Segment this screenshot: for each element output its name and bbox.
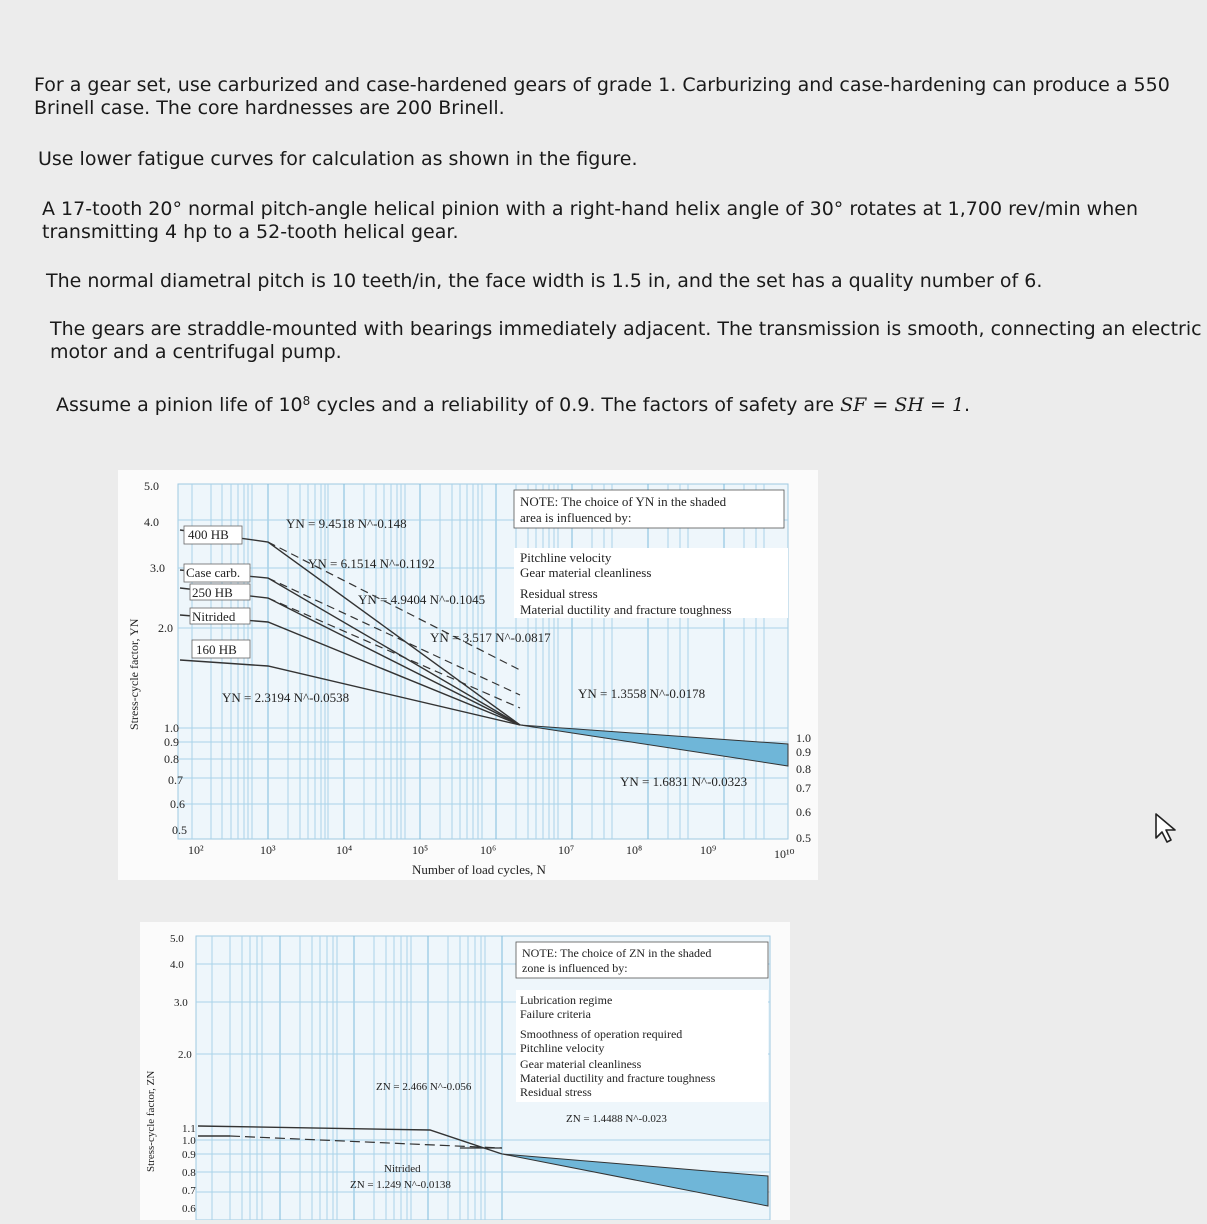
- zn-y-axis-label: Stress-cycle factor, ZN: [145, 1070, 157, 1172]
- zn-y-tick: 2.0: [178, 1049, 192, 1061]
- zn-eq-2: ZN = 1.4488 N^-0.023: [566, 1113, 667, 1125]
- yn-chart-svg: [118, 470, 818, 880]
- label-nitrided: Nitrided: [192, 609, 236, 624]
- yn-note-item: Residual stress: [520, 586, 598, 601]
- problem-paragraph-2: Use lower fatigue curves for calculation as shown in the figure.: [38, 148, 638, 170]
- y-tick-right: 0.6: [796, 805, 811, 819]
- yn-note-item: Gear material cleanliness: [520, 565, 652, 580]
- zn-y-tick: 5.0: [170, 933, 184, 945]
- yn-note-item: Pitchline velocity: [520, 550, 612, 565]
- safety-factor-equation: SF = SH = 1: [840, 394, 965, 416]
- figure-yn-chart: [118, 470, 818, 880]
- y-tick: 1.0: [164, 721, 179, 735]
- zn-y-tick: 1.1: [182, 1123, 196, 1135]
- problem-paragraph-4: The normal diametral pitch is 10 teeth/in, the face width is 1.5 in, and the set has a quality number of 6.: [46, 270, 1043, 292]
- p1-line-2: Brinell case. The core hardnesses are 200 Brinell.: [34, 97, 505, 119]
- zn-y-tick: 3.0: [174, 997, 188, 1009]
- zn-y-tick: 0.7: [182, 1185, 196, 1197]
- p1-line-1: For a gear set, use carburized and case-hardened gears of grade 1. Carburizing and case-hardening can produce a 550: [34, 74, 1170, 96]
- zn-y-tick: 0.8: [182, 1167, 196, 1179]
- p3-line-1: A 17-tooth 20° normal pitch-angle helical pinion with a right-hand helix angle of 30° rotates at 1,700 rev/min when: [42, 198, 1138, 220]
- y-tick-right: 0.8: [796, 762, 811, 776]
- label-160hb: 160 HB: [196, 642, 237, 657]
- zn-y-tick: 0.6: [182, 1203, 196, 1215]
- y-tick-right: 0.7: [796, 781, 811, 795]
- yn-note-title: NOTE: The choice of YN in the shaded: [520, 494, 727, 509]
- yn-eq-1: YN = 9.4518 N^-0.148: [286, 516, 407, 531]
- yn-x-ticks: [188, 843, 795, 861]
- y-tick: 0.9: [164, 735, 179, 749]
- zn-chart-svg: [140, 922, 790, 1220]
- x-tick: 10⁹: [700, 843, 717, 857]
- zn-y-ticks: [170, 933, 196, 1215]
- zn-note-title-2: zone is influenced by:: [522, 961, 628, 975]
- zn-nitrided-label: Nitrided: [384, 1163, 421, 1175]
- y-tick-right: 0.5: [796, 831, 811, 845]
- x-tick: 10⁵: [412, 843, 429, 857]
- y-tick: 2.0: [158, 621, 173, 635]
- problem-paragraph-1: [34, 74, 1170, 120]
- yn-eq-2: YN = 6.1514 N^-0.1192: [308, 556, 435, 571]
- y-tick: 0.6: [170, 797, 185, 811]
- p5-line-2: motor and a centrifugal pump.: [50, 341, 342, 363]
- x-tick: 10⁶: [480, 843, 497, 857]
- zn-note-item: Pitchline velocity: [520, 1041, 605, 1055]
- zn-y-tick: 1.0: [182, 1135, 196, 1147]
- y-tick: 0.8: [164, 752, 179, 766]
- y-tick-right: 0.9: [796, 745, 811, 759]
- problem-paragraph-5: [50, 318, 1202, 364]
- yn-eq-7: YN = 1.6831 N^-0.0323: [620, 774, 748, 789]
- zn-y-tick: 0.9: [182, 1149, 196, 1161]
- mouse-cursor-icon: [1152, 812, 1182, 848]
- zn-note-item: Gear material cleanliness: [520, 1057, 642, 1071]
- yn-eq-5: YN = 2.3194 N^-0.0538: [222, 690, 350, 705]
- label-case-carb: Case carb.: [186, 565, 241, 580]
- x-tick: 10⁸: [626, 843, 643, 857]
- zn-note-item: Smoothness of operation required: [520, 1027, 683, 1041]
- zn-eq-3: ZN = 1.249 N^-0.0138: [350, 1179, 451, 1191]
- y-tick: 5.0: [144, 479, 159, 493]
- zn-note-item: Residual stress: [520, 1085, 592, 1099]
- zn-y-tick: 4.0: [170, 959, 184, 971]
- x-tick: 10¹⁰: [774, 847, 795, 861]
- y-tick: 4.0: [144, 515, 159, 529]
- zn-note-item: Failure criteria: [520, 1007, 591, 1021]
- p5-line-1: The gears are straddle-mounted with bearings immediately adjacent. The transmission is smooth, connecting an electric: [50, 318, 1202, 340]
- zn-note-item: Material ductility and fracture toughness: [520, 1071, 716, 1085]
- y-tick-right: 1.0: [796, 731, 811, 745]
- yn-eq-6: YN = 1.3558 N^-0.0178: [578, 686, 706, 701]
- y-tick: 0.7: [168, 773, 183, 787]
- yn-note-item: Material ductility and fracture toughness: [520, 602, 732, 617]
- x-tick: 10²: [188, 843, 204, 857]
- yn-right-ticks: [796, 731, 811, 845]
- yn-x-axis-label: Number of load cycles, N: [412, 862, 546, 877]
- yn-eq-4: YN = 3.517 N^-0.0817: [430, 630, 551, 645]
- y-tick: 0.5: [172, 823, 187, 837]
- zn-note-item: Lubrication regime: [520, 993, 613, 1007]
- x-tick: 10⁴: [336, 843, 353, 857]
- y-tick: 3.0: [150, 561, 165, 575]
- label-400hb: 400 HB: [188, 527, 229, 542]
- x-tick: 10³: [260, 843, 276, 857]
- p3-line-2: transmitting 4 hp to a 52-tooth helical gear.: [42, 221, 459, 243]
- yn-note-title-2: area is influenced by:: [520, 510, 632, 525]
- problem-paragraph-6: Assume a pinion life of $10^8$ cycles and a reliability of 0.9. The factors of safety are SF = SH = 1.: [56, 394, 971, 416]
- zn-eq-1: ZN = 2.466 N^-0.056: [376, 1081, 472, 1093]
- figure-zn-chart: [140, 922, 790, 1220]
- x-tick: 10⁷: [558, 843, 575, 857]
- problem-paragraph-3: [42, 198, 1138, 244]
- yn-y-axis-label: Stress-cycle factor, YN: [127, 618, 141, 730]
- label-250hb: 250 HB: [192, 585, 233, 600]
- yn-eq-3: YN = 4.9404 N^-0.1045: [358, 592, 486, 607]
- zn-note-title: NOTE: The choice of ZN in the shaded: [522, 946, 712, 960]
